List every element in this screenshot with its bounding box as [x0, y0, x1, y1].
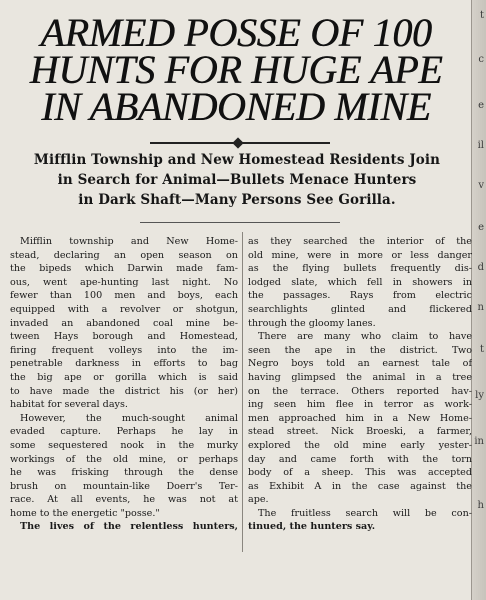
margin-fragment: in: [474, 436, 484, 447]
body-line: lodged slate, which fell in showers in: [248, 276, 472, 288]
body-line: some sequestered nook in the murky: [10, 439, 238, 451]
margin-fragment: d: [477, 262, 484, 273]
body-line: workings of the old mine, or perhaps: [10, 453, 238, 465]
headline-line: ARMED POSSE OF 100: [40, 10, 432, 55]
margin-fragment: c: [478, 54, 484, 65]
adjacent-column-edge: [471, 0, 486, 600]
article-column-right: [248, 235, 472, 534]
body-line: as the flying bullets frequently dis-: [248, 263, 472, 275]
body-line: body of a sheep. This was accepted: [248, 467, 472, 479]
body-line: ape.: [248, 494, 269, 506]
body-line: invaded an abandoned coal mine be-: [10, 317, 238, 329]
body-line: the bipeds which Darwin made fam-: [10, 263, 238, 275]
body-line: through the gloomy lanes.: [248, 317, 376, 329]
body-line: explored the old mine early yester-: [248, 439, 472, 451]
body-line: stead, declaring an open season on: [10, 249, 238, 261]
ornamental-rule: [150, 139, 330, 147]
margin-fragment: il: [477, 140, 484, 151]
deck-line: Mifflin Township and New Homestead Residents Join: [33, 152, 441, 168]
body-line: ous, went ape-hunting last night. No: [10, 276, 238, 288]
body-line: men approached him in a New Home-: [248, 412, 472, 424]
margin-fragment: e: [478, 222, 484, 233]
body-line: searchlights glinted and flickered: [248, 303, 472, 315]
body-line: habitat for several days.: [10, 399, 128, 411]
body-line: firing frequent volleys into the im-: [10, 344, 238, 356]
body-line: home to the energetic "posse.": [10, 507, 160, 519]
rule-diamond: [232, 137, 243, 148]
headline-line: IN ABANDONED MINE: [41, 84, 431, 129]
body-line: having glimpsed the animal in a tree: [248, 371, 472, 383]
body-line: equipped with a revolver or shotgun,: [10, 303, 238, 315]
body-line: fewer than 100 men and boys, each: [10, 290, 238, 302]
subheadline-deck: [6, 150, 468, 210]
margin-fragment: h: [477, 500, 484, 511]
body-line: old mine, were in more or less danger: [248, 249, 472, 261]
body-line: However, the much-sought animal: [20, 412, 238, 424]
body-line: There are many who claim to have: [258, 331, 472, 343]
margin-fragment: t: [479, 10, 484, 21]
body-line: The lives of the relentless hunters,: [20, 521, 238, 533]
headline-line: HUNTS FOR HUGE APE: [29, 47, 443, 92]
body-line: evaded capture. Perhaps he lay in: [10, 426, 238, 438]
body-line: tinued, the hunters say.: [248, 521, 376, 533]
body-line: the big ape or gorilla which is said: [10, 371, 238, 383]
body-line: as Exhibit A in the case against the: [248, 480, 472, 492]
body-line: Mifflin township and New Home-: [20, 236, 238, 247]
body-line: race. At all events, he was not at: [10, 494, 238, 506]
margin-fragment: ly: [475, 390, 484, 401]
body-line: tween Hays borough and Homestead,: [10, 331, 238, 343]
margin-fragment: e: [478, 100, 484, 111]
body-line: The fruitless search will be con-: [258, 507, 472, 519]
body-line: to have made the district his (or her): [10, 385, 238, 397]
body-line: he was frisking through the dense: [10, 467, 238, 479]
margin-fragment: t: [479, 344, 484, 355]
body-line: stead street. Nick Broeski, a farmer,: [248, 426, 472, 438]
section-divider: [140, 222, 340, 223]
body-line: day and came forth with the torn: [248, 453, 472, 465]
body-line: on the terrace. Others reported hav-: [248, 385, 472, 397]
article-column-left: [10, 235, 238, 534]
column-rule: [242, 232, 243, 552]
headline: [8, 10, 464, 129]
deck-line: in Dark Shaft—Many Persons See Gorilla.: [78, 192, 396, 208]
deck-line: in Search for Animal—Bullets Menace Hunters: [57, 172, 417, 188]
margin-fragment: n: [477, 302, 484, 313]
body-line: as they searched the interior of the: [248, 236, 472, 247]
body-line: seen the ape in the district. Two: [248, 344, 472, 356]
body-line: ing seen him flee in terror as work-: [248, 399, 472, 411]
body-line: penetrable darkness in efforts to bag: [10, 358, 238, 370]
margin-fragment: v: [478, 180, 484, 191]
body-line: Negro boys told an earnest tale of: [248, 358, 472, 370]
body-line: brush on mountain-like Doerr's Ter-: [10, 480, 238, 492]
body-line: the passages. Rays from electric: [248, 290, 472, 302]
